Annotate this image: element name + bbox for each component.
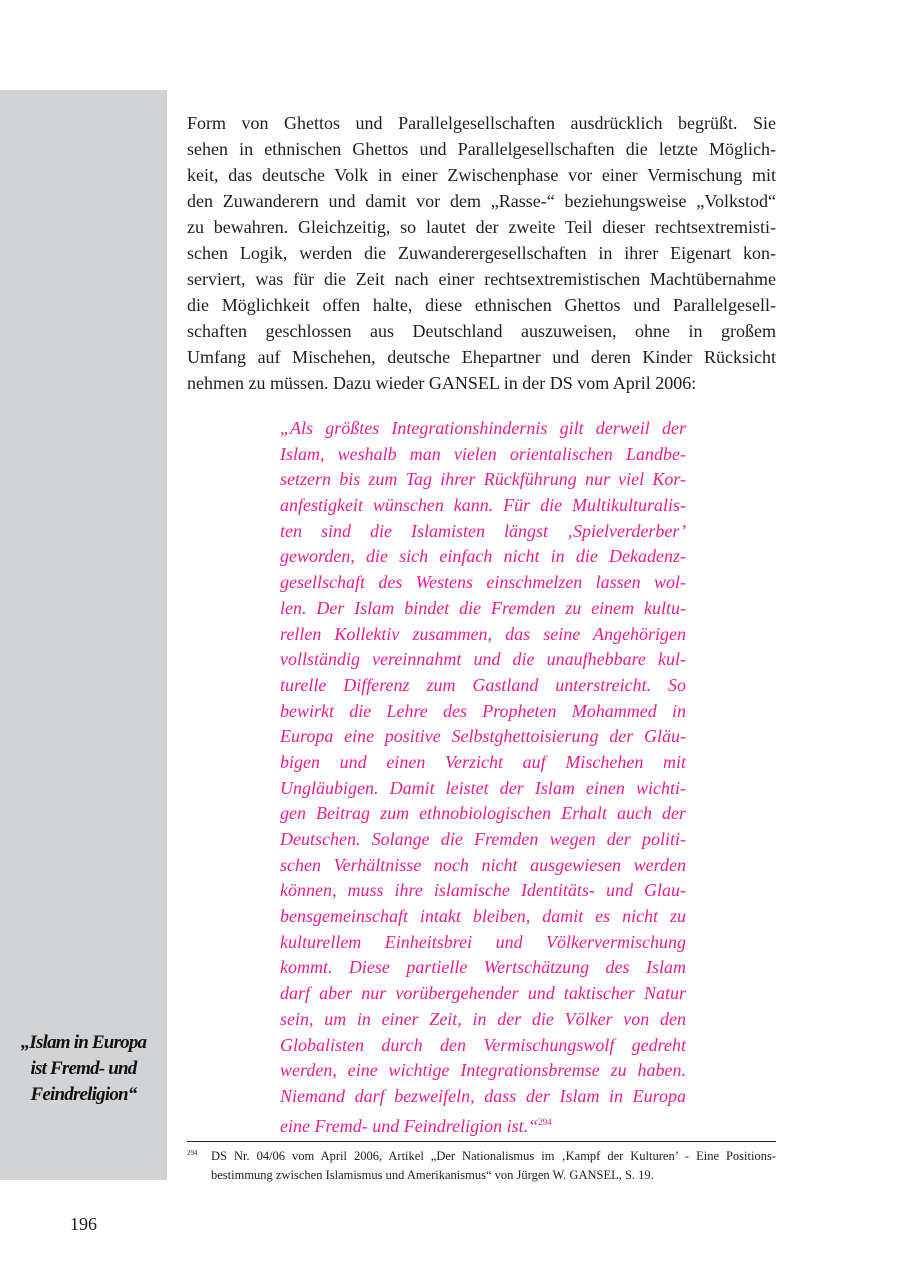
body-line: die Möglichkeit offen halte, diese ethnischen Ghettos und Parallelgesell-	[187, 295, 776, 315]
quote-last-line	[280, 1110, 686, 1136]
quote-line: turelle Differenz zum Gastland unterstreicht. So	[280, 674, 686, 695]
quote-line-text: eine Fremd- und Feindreligion ist.“	[280, 1115, 539, 1136]
margin-note-line: Feindreligion“	[30, 1084, 137, 1105]
quote-line: Europa eine positive Selbstghettoisierung der Gläu-	[280, 726, 686, 747]
quote-line: darf aber nur vorübergehender und taktischer Natur	[280, 983, 686, 1004]
quote-line: gen Beitrag zum ethnobiologischen Erhalt auch der	[280, 803, 686, 824]
body-line: den Zuwanderern und damit vor dem „Rasse-“ beziehungsweise „Volkstod“	[187, 191, 776, 211]
body-line: schaften geschlossen aus Deutschland auszuweisen, ohne in großem	[187, 321, 776, 341]
quote-line: setzern bis zum Tag ihrer Rückführung nur viel Kor-	[280, 469, 686, 490]
quote-line: bigen und einen Verzicht auf Mischehen mit	[280, 751, 686, 772]
quote-line: „Als größtes Integrationshindernis gilt derweil der	[280, 418, 686, 438]
footnote-number: 294	[187, 1149, 198, 1157]
body-line: Form von Ghettos und Parallelgesellschaften ausdrücklich begrüßt. Sie	[187, 113, 776, 133]
margin-note-line: ist Fremd- und	[30, 1058, 137, 1079]
block-quote	[280, 416, 686, 1135]
quote-line: anfestigkeit wünschen kann. Für die Multikulturalis-	[280, 495, 686, 516]
quote-line: Deutschen. Solange die Fremden wegen der politi-	[280, 829, 686, 849]
footnote-line: bestimmung zwischen Islamismus und Amerikanismus“ von Jürgen W. GANSEL, S. 19.	[211, 1168, 654, 1182]
footnote-divider	[187, 1141, 776, 1142]
body-line: serviert, was für die Zeit nach einer rechtsextremistischen Machtübernahme	[187, 269, 776, 289]
quote-line: sein, um in einer Zeit, in der die Völker von den	[280, 1008, 686, 1029]
body-line: schen Logik, werden die Zuwanderergesellschaften in ihrer Eigenart kon-	[187, 243, 776, 263]
quote-line: geworden, die sich einfach nicht in die Dekadenz-	[280, 546, 686, 567]
body-line: keit, das deutsche Volk in einer Zwischenphase vor einer Vermischung mit	[187, 165, 776, 185]
quote-line: ten sind die Islamisten längst ‚Spielverderber’	[280, 520, 686, 541]
quote-line: werden, eine wichtige Integrationsbremse zu haben.	[280, 1060, 686, 1081]
body-line: nehmen zu müssen. Dazu wieder GANSEL in der DS vom April 2006:	[187, 373, 697, 393]
quote-line: kommt. Diese partielle Wertschätzung des Islam	[280, 957, 686, 978]
quote-line: bensgemeinschaft intakt bleiben, damit es nicht zu	[280, 906, 686, 927]
quote-line: vollständig vereinnahmt und die unaufhebbare kul-	[280, 649, 686, 670]
margin-note-line: „Islam in Europa	[20, 1032, 147, 1053]
page-number: 196	[70, 1214, 97, 1234]
body-line: sehen in ethnischen Ghettos und Parallelgesellschaften die letzte Möglich-	[187, 139, 776, 159]
footnote-text	[211, 1147, 776, 1185]
quote-line: können, muss ihre islamische Identitäts- und Glau-	[280, 880, 686, 901]
quote-line: gesellschaft des Westens einschmelzen lassen wol-	[280, 572, 686, 593]
margin-note	[0, 1030, 167, 1108]
quote-line: bewirkt die Lehre des Propheten Mohammed in	[280, 700, 686, 721]
quote-line: Niemand darf bezweifeln, dass der Islam in Europa	[280, 1085, 686, 1106]
margin-column	[0, 90, 167, 1180]
footnote-reference[interactable]: 294	[538, 1116, 552, 1127]
quote-line: kulturellem Einheitsbrei und Völkervermischung	[280, 931, 686, 952]
quote-line: Globalisten durch den Vermischungswolf gedreht	[280, 1034, 686, 1055]
body-paragraph	[187, 110, 776, 396]
quote-line: rellen Kollektiv zusammen, das seine Angehörigen	[280, 623, 686, 644]
footnote-line: DS Nr. 04/06 vom April 2006, Artikel „Der Nationalismus im ‚Kampf der Kulturen’ - Eine Positions-	[211, 1149, 776, 1163]
quote-line: Islam, weshalb man vielen orientalischen Landbe-	[280, 443, 686, 464]
quote-line: schen Verhältnisse noch nicht ausgewiesen werden	[280, 854, 686, 875]
body-line: Umfang auf Mischehen, deutsche Ehepartner und deren Kinder Rücksicht	[187, 347, 776, 367]
quote-line: Ungläubigen. Damit leistet der Islam einen wichti-	[280, 777, 686, 798]
quote-line: len. Der Islam bindet die Fremden zu einem kultu-	[280, 597, 686, 618]
footnote	[187, 1147, 776, 1185]
body-line: zu bewahren. Gleichzeitig, so lautet der zweite Teil dieser rechtsextremisti-	[187, 217, 776, 237]
